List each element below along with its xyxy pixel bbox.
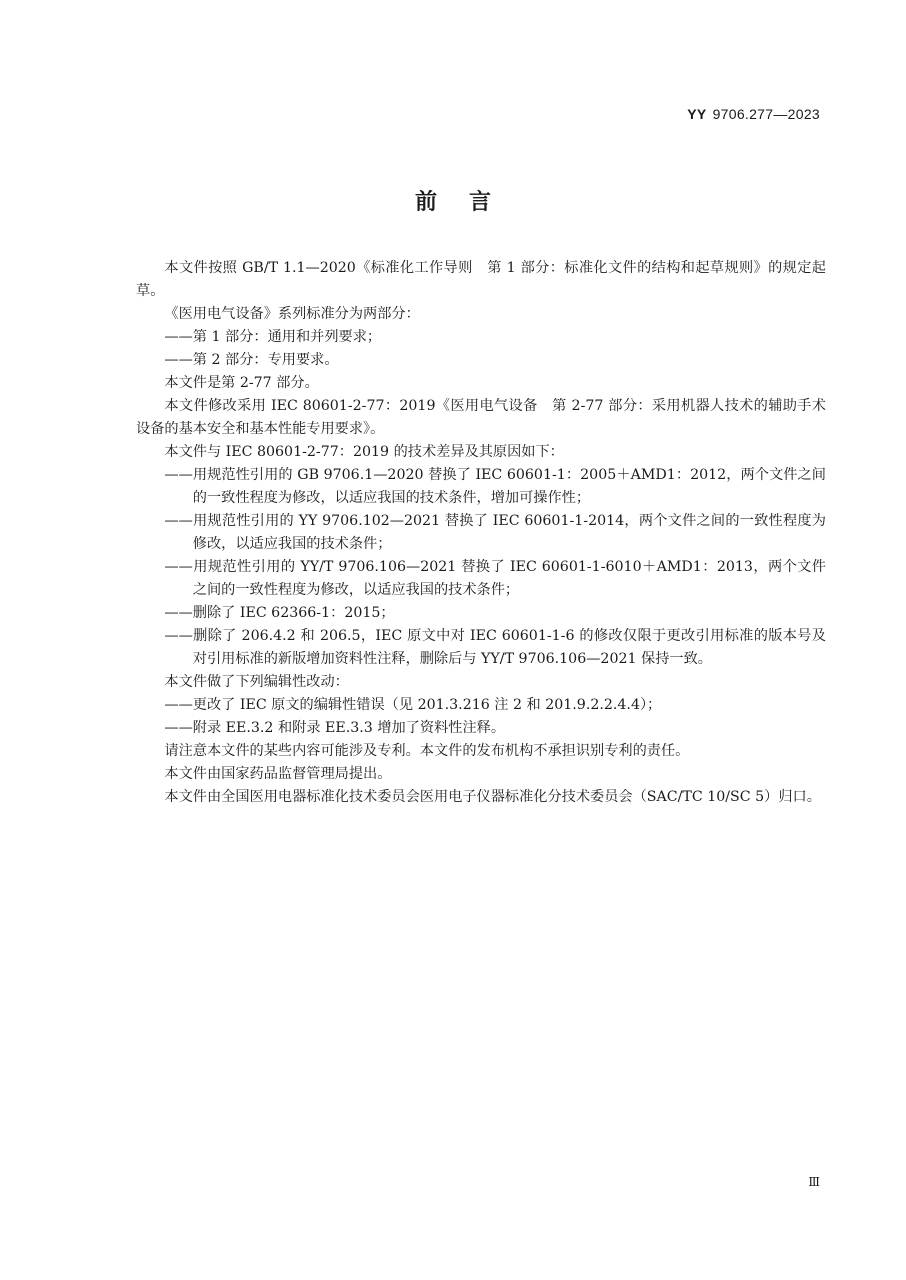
- document-code-prefix: YY: [687, 106, 707, 122]
- page-number: Ⅲ: [808, 1175, 820, 1189]
- list-item: ——更改了 IEC 原文的编辑性错误（见 201.3.216 注 2 和 201.9.2.2.4.4）；: [164, 697, 662, 713]
- list-item: ——附录 EE.3.2 和附录 EE.3.3 增加了资料性注释。: [164, 720, 506, 736]
- document-code: [687, 106, 820, 122]
- paragraph: 本文件由国家药品监督管理局提出。: [164, 766, 392, 782]
- paragraph: 本文件与 IEC 80601-2-77：2019 的技术差异及其原因如下：: [164, 444, 564, 460]
- list-item: ——用规范性引用的 GB 9706.1—2020 替换了 IEC 60601-1：2005＋AMD1：2012，两个文件之间的一致性程度为修改，以适应我国的技术条件，增加可操作性；: [164, 467, 826, 506]
- paragraph: 本文件按照 GB/T 1.1—2020《标准化工作导则 第 1 部分：标准化文件的结构和起草规则》的规定起草。: [136, 260, 826, 299]
- list-item: ——删除了 206.4.2 和 206.5，IEC 原文中对 IEC 60601-1-6 的修改仅限于更改引用标准的版本号及对引用标准的新版增加资料性注释，删除后与 YY/T 9706.106—2021 保持一致。: [164, 628, 826, 667]
- paragraph: 本文件修改采用 IEC 80601-2-77：2019《医用电气设备 第 2-77 部分：采用机器人技术的辅助手术设备的基本安全和基本性能专用要求》。: [136, 398, 826, 437]
- page-title: 前言: [414, 190, 523, 215]
- list-item: ——用规范性引用的 YY/T 9706.106—2021 替换了 IEC 60601-1-6010＋AMD1：2013，两个文件之间的一致性程度为修改，以适应我国的技术条件；: [164, 559, 826, 598]
- list-item: ——第 2 部分：专用要求。: [164, 352, 339, 368]
- paragraph: 本文件是第 2-77 部分。: [164, 375, 319, 391]
- paragraph: 《医用电气设备》系列标准分为两部分：: [164, 306, 420, 322]
- paragraph: 本文件由全国医用电器标准化技术委员会医用电子仪器标准化分技术委员会（SAC/TC 10/SC 5）归口。: [164, 789, 821, 805]
- foreword-body: [136, 257, 826, 809]
- list-item: ——删除了 IEC 62366-1：2015；: [164, 605, 395, 621]
- paragraph: 请注意本文件的某些内容可能涉及专利。本文件的发布机构不承担识别专利的责任。: [164, 743, 690, 759]
- document-code-number: 9706.277—2023: [712, 106, 820, 122]
- list-item: ——第 1 部分：通用和并列要求；: [164, 329, 382, 345]
- paragraph: 本文件做了下列编辑性改动：: [164, 674, 349, 690]
- list-item: ——用规范性引用的 YY 9706.102—2021 替换了 IEC 60601-1-2014，两个文件之间的一致性程度为修改，以适应我国的技术条件；: [164, 513, 826, 552]
